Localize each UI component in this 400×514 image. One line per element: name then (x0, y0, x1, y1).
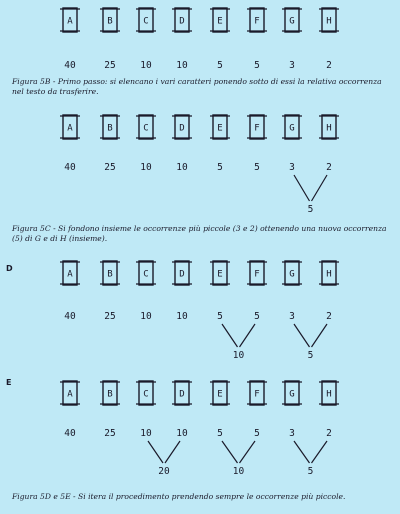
merge-edge-right (312, 324, 328, 347)
figure-5b-row (60, 8, 339, 71)
count-e: 5 (217, 60, 223, 71)
box-letter-c: C (143, 389, 149, 400)
count-g: 3 (289, 60, 295, 71)
count-c: 10 (140, 311, 152, 322)
count-h: 2 (326, 428, 332, 439)
count-b: 25 (104, 60, 116, 71)
box-letter-f: F (254, 16, 260, 27)
box-letter-g: G (289, 16, 295, 27)
caption-figure-5d-5e: Figura 5D e 5E - Si itera il procedimento prendendo sempre le occorrenze più piccole. (12, 492, 346, 501)
box-letter-a: A (67, 389, 73, 400)
count-b: 25 (104, 428, 116, 439)
count-a: 40 (64, 60, 76, 71)
count-h: 2 (326, 162, 332, 173)
box-letter-e: E (217, 123, 223, 134)
section-label-e: E (6, 378, 12, 387)
count-g: 3 (289, 428, 295, 439)
count-h: 2 (326, 60, 332, 71)
box-letter-b: B (107, 123, 113, 134)
caption-figure-5b: Figura 5B - Primo passo: si elencano i vari caratteri ponendo sotto di essi la relativa occorrenza nel testo da trasferire. (12, 77, 382, 96)
box-letter-c: C (143, 16, 149, 27)
merge-edge-right (240, 324, 256, 347)
count-h: 2 (326, 311, 332, 322)
count-a: 40 (64, 162, 76, 173)
count-f: 5 (254, 60, 260, 71)
merge-edge-left (148, 441, 163, 463)
count-e: 5 (217, 162, 223, 173)
box-letter-g: G (289, 269, 295, 280)
merge-edge-left (222, 324, 238, 347)
box-letter-e: E (217, 16, 223, 27)
box-letter-e: E (217, 389, 223, 400)
box-letter-b: B (107, 16, 113, 27)
merged-count: 10 (232, 350, 245, 361)
merge-edge-left (294, 175, 310, 201)
box-letter-d: D (179, 389, 185, 400)
merged-count: 5 (307, 204, 314, 215)
count-e: 5 (217, 428, 223, 439)
box-letter-b: B (107, 389, 113, 400)
count-d: 10 (176, 60, 188, 71)
box-letter-h: H (326, 269, 332, 280)
merge-edge-right (240, 441, 256, 463)
merged-count: 20 (158, 466, 170, 477)
box-letter-d: D (179, 123, 185, 134)
merge-edge-right (312, 175, 328, 201)
figure-5c-row (60, 115, 339, 215)
count-f: 5 (254, 162, 260, 173)
merge-edge-left (294, 324, 310, 347)
box-letter-d: D (179, 269, 185, 280)
box-letter-a: A (67, 123, 73, 134)
merged-count: 5 (307, 350, 314, 361)
count-c: 10 (140, 428, 152, 439)
count-b: 25 (104, 162, 116, 173)
count-b: 25 (104, 311, 116, 322)
count-d: 10 (176, 162, 188, 173)
count-f: 5 (254, 311, 260, 322)
merge-edge-left (222, 441, 238, 463)
box-letter-a: A (67, 16, 73, 27)
box-letter-f: F (254, 389, 260, 400)
box-letter-d: D (179, 16, 185, 27)
box-letter-b: B (107, 269, 113, 280)
merged-count: 10 (232, 466, 245, 477)
box-letter-h: H (326, 389, 332, 400)
box-letter-g: G (289, 123, 295, 134)
section-label-d: D (6, 264, 13, 273)
count-g: 3 (289, 162, 295, 173)
figure-5e-row (60, 381, 339, 477)
box-letter-h: H (326, 16, 332, 27)
box-letter-h: H (326, 123, 332, 134)
box-letter-a: A (67, 269, 73, 280)
count-e: 5 (217, 311, 223, 322)
count-a: 40 (64, 311, 76, 322)
box-letter-g: G (289, 389, 295, 400)
merged-count: 5 (307, 466, 314, 477)
count-c: 10 (140, 162, 152, 173)
count-f: 5 (254, 428, 260, 439)
figure-5d-row (60, 261, 339, 361)
merge-edge-left (294, 441, 310, 463)
count-c: 10 (140, 60, 152, 71)
merge-edge-right (312, 441, 328, 463)
caption-figure-5c: Figura 5C - Si fondono insieme le occorrenze più piccole (3 e 2) ottenendo una nuova occorrenza (5) di G e di H (insieme). (12, 224, 387, 243)
box-letter-c: C (143, 269, 149, 280)
box-letter-f: F (254, 269, 260, 280)
count-d: 10 (176, 428, 188, 439)
merge-edge-right (165, 441, 180, 463)
box-letter-c: C (143, 123, 149, 134)
count-d: 10 (176, 311, 188, 322)
count-g: 3 (289, 311, 295, 322)
box-letter-f: F (254, 123, 260, 134)
count-a: 40 (64, 428, 76, 439)
box-letter-e: E (217, 269, 223, 280)
